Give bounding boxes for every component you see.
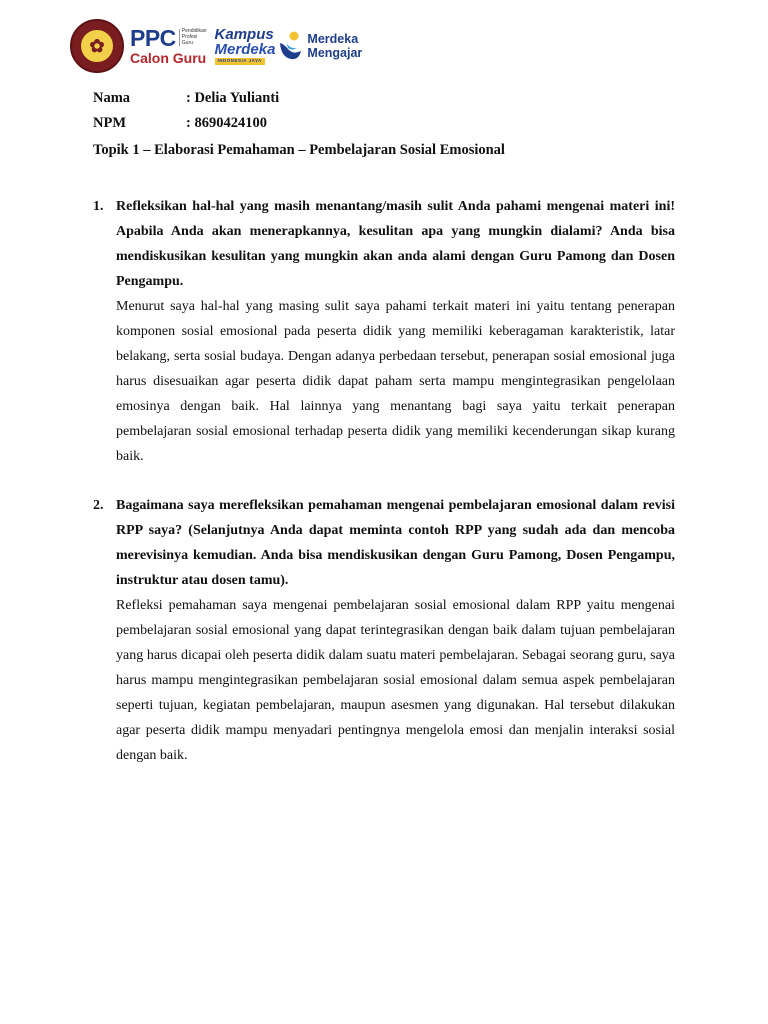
npm-row [93,111,279,136]
ppc-logo-text: PPC [130,25,176,51]
merdeka-mengajar-icon [277,29,303,63]
item-number: 1. [93,199,104,214]
student-info [93,86,279,136]
name-row [93,86,279,111]
kampus-text: Kampus [214,26,274,44]
university-seal-icon: ✿ [70,19,124,73]
ppc-logo [130,27,207,65]
calon-guru-text: Calon Guru [130,50,207,66]
npm-label: NPM [93,115,127,131]
merdeka-text: Merdeka [214,41,276,59]
question-text: Refleksikan hal-hal yang masih menantang/masih sulit Anda pahami mengenai materi ini! Apabila Anda akan menerapkannya, kesulitan apa yang mungkin dialami? Anda bisa mendiskusikan kesulitan yang mungkin akan anda alami dengan Guru Pamong dan Dosen Pengampu. [116,199,675,289]
kampus-merdeka-logo [215,27,276,65]
list-item [93,493,675,768]
item-number: 2. [93,498,104,513]
list-item [93,194,675,469]
answer-text: Menurut saya hal-hal yang masing sulit saya pahami terkait materi ini yaitu tentang penerapan komponen sosial emosional pada peserta didik yang memiliki keberagaman karakteristik, latar belakang, serta sosial budaya. Dengan adanya perbedaan tersebut, penerapan sosial emosional juga harus disesuaikan agar peserta didik dapat paham serta mampu mengintegrasikan pengelolaan emosinya dengan baik. Hal lainnya yang menantang bagi saya yaitu terkait penerapan pembelajaran sosial emosional terhadap peserta didik yang memiliki kecenderungan sikap kurang baik. [116,299,675,464]
name-value: : Delia Yulianti [186,90,280,106]
indonesia-jaya-tag: INDONESIA JAYA [215,58,265,65]
answer-text: Refleksi pemahaman saya mengenai pembelajaran sosial emosional dalam RPP yaitu mengenai pembelajaran sosial emosional yang dapat terintegrasikan dengan baik dalam tujuan pembelajaran yang harus dicapai oleh peserta didik dalam suatu materi pembelajaran. Sebagai seorang guru, saya harus mampu mengintegrasikan pembelajaran sosial emosional dalam semua aspek pembelajaran seperti tujuan, kegiatan pembelajaran, maupun asesmen yang digunakan. Hal tersebut dilakukan agar peserta didik mampu menyadari pentingnya mengelola emosi dan menjalin interaksi sosial dengan baik. [116,598,675,763]
ppc-logo-description: Pendidikan Profesi Guru [179,29,207,46]
question-list [93,194,675,768]
merdeka-mengajar-text: Merdeka Mengajar [307,31,363,60]
question-text: Bagaimana saya merefleksikan pemahaman mengenai pembelajaran emosional dalam revisi RPP saya? (Selanjutnya Anda dapat meminta contoh RPP yang sudah ada dan mencoba merevisinya kemudian. Anda bisa mendiskusikan dengan Guru Pamong, Dosen Pengampu, instruktur atau dosen tamu). [116,498,675,588]
topic-title: Topik 1 – Elaborasi Pemahaman – Pembelajaran Sosial Emosional [93,142,505,158]
npm-value: : 8690424100 [186,115,267,131]
name-label: Nama [93,90,131,106]
document-header [70,18,362,74]
